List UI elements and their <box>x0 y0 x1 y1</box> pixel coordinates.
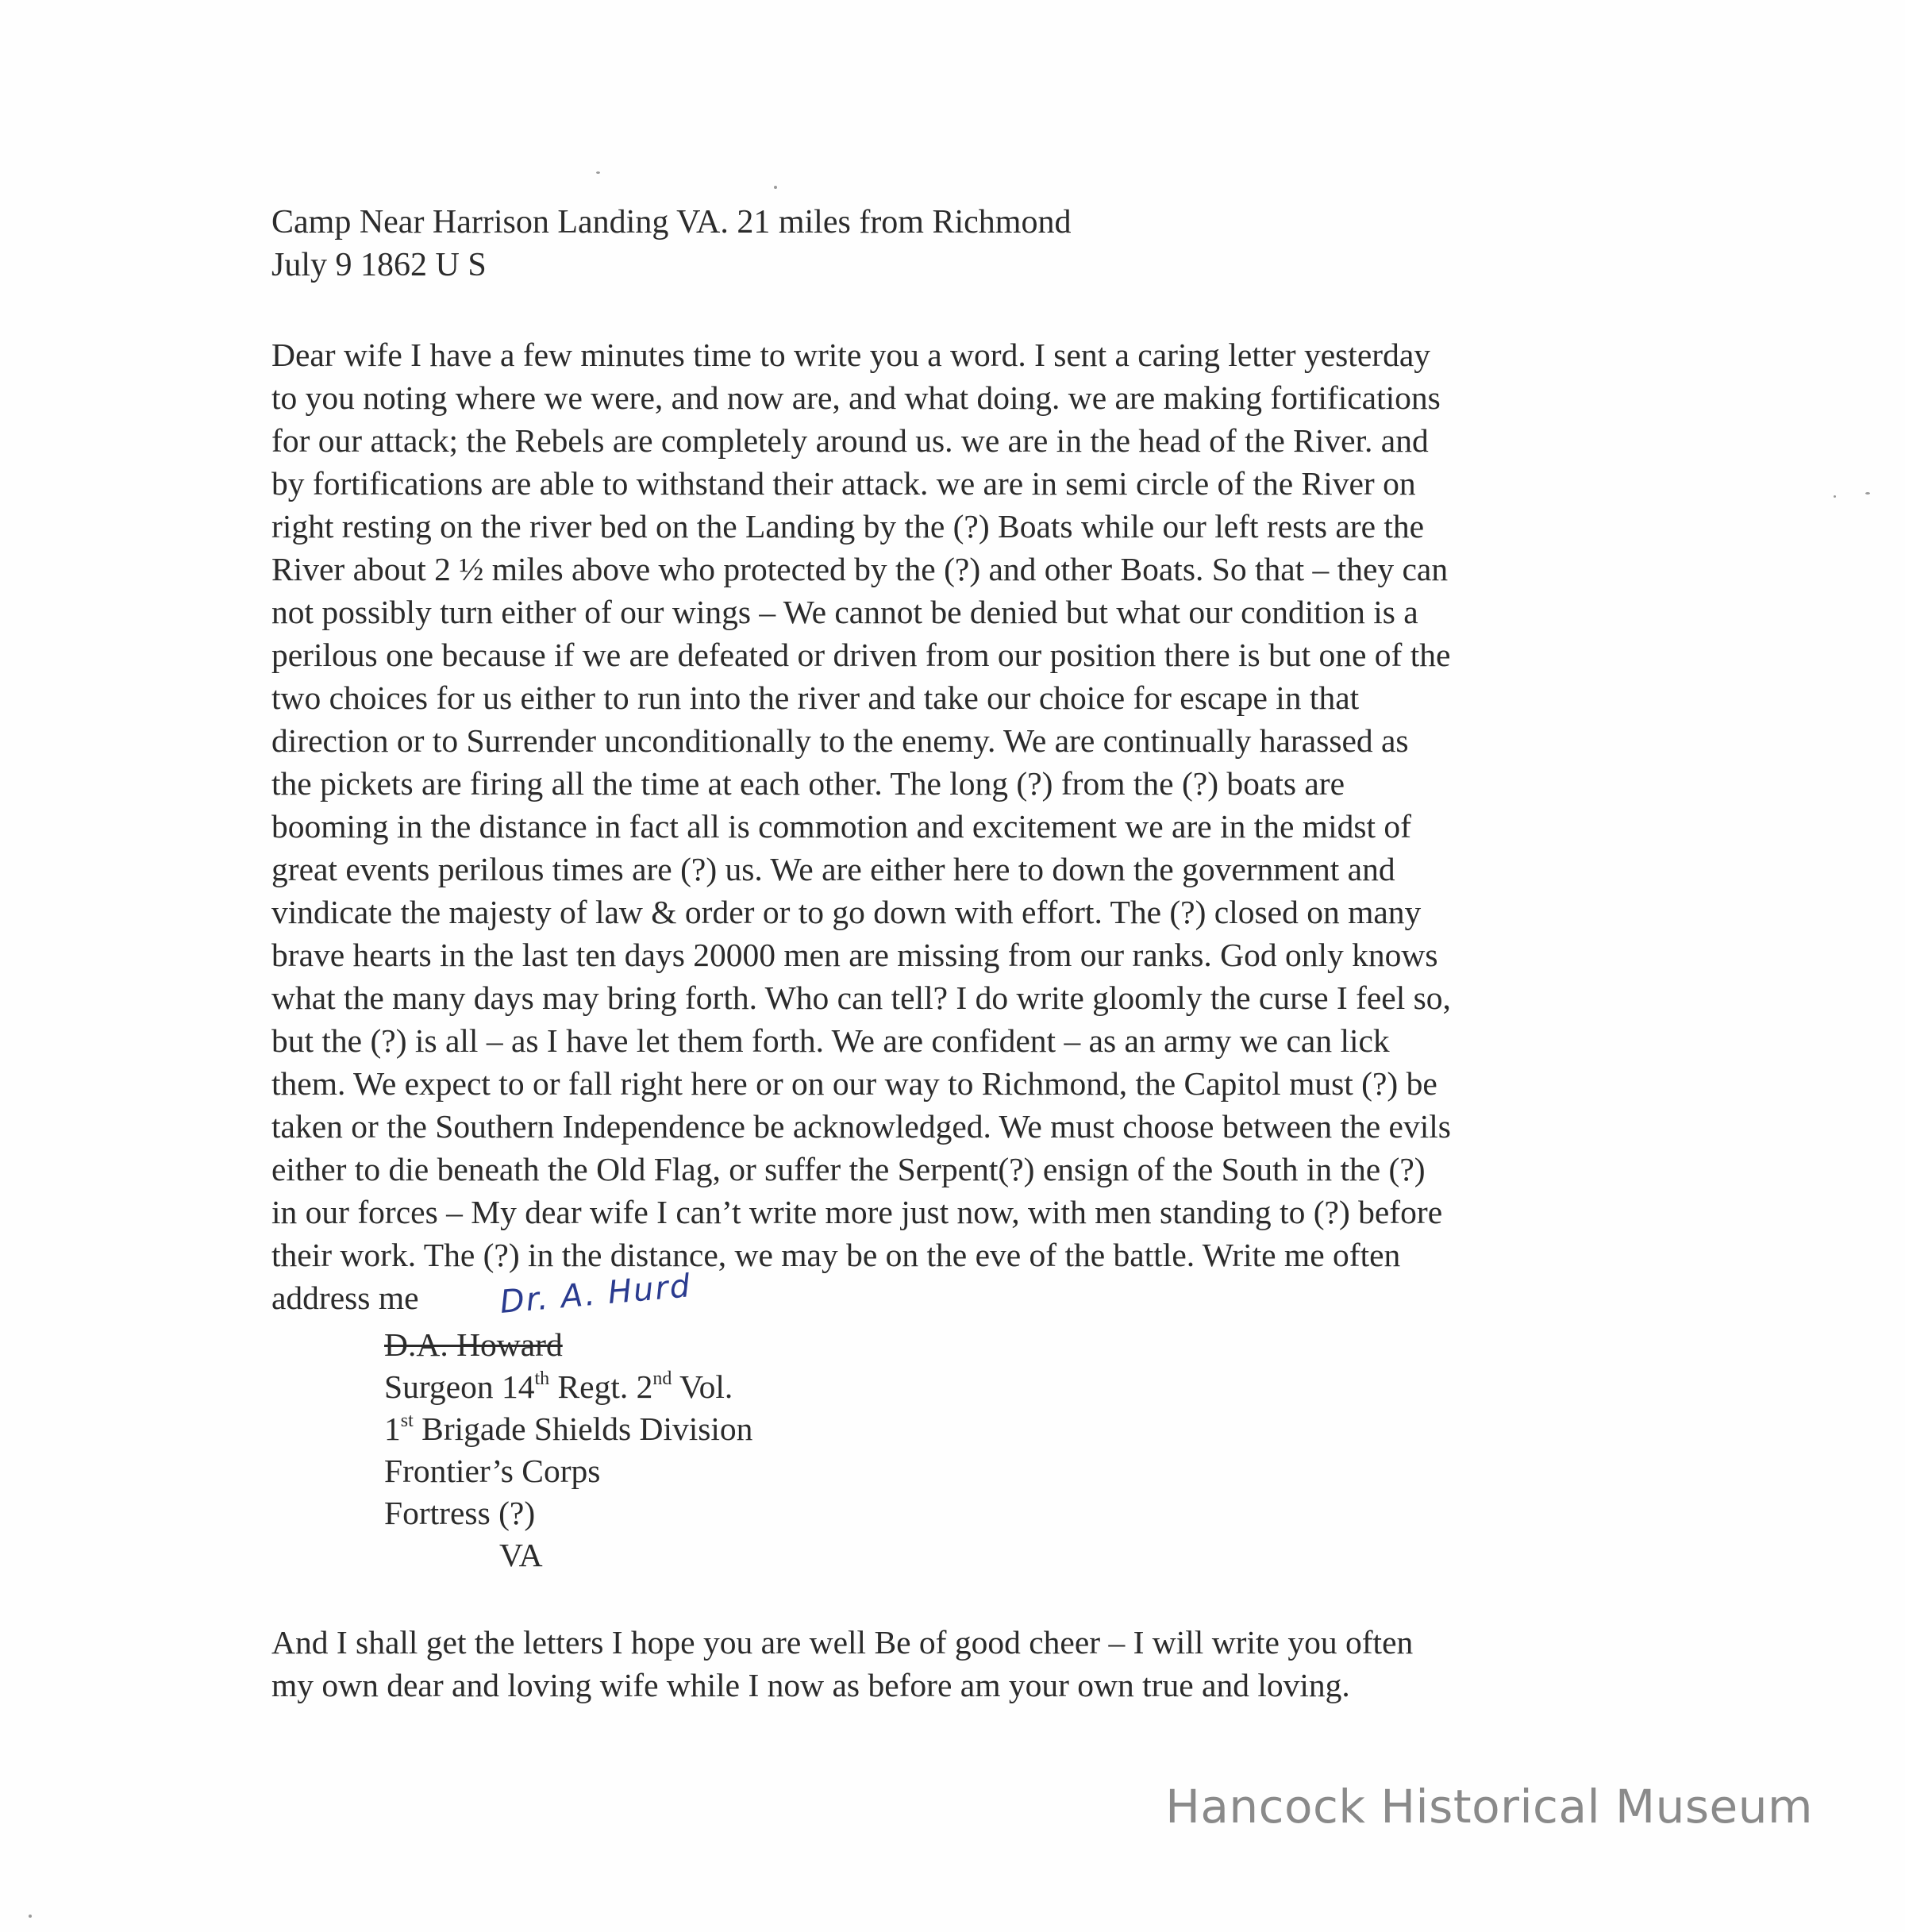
body-line: in our forces – My dear wife I can’t write more just now, with men standing to (?) before <box>271 1194 1443 1230</box>
body-line: but the (?) is all – as I have let them forth. We are confident – as an army we can lick <box>271 1022 1390 1059</box>
ordinal-suffix: st <box>400 1411 414 1432</box>
address-block <box>384 1324 752 1576</box>
heading-date: July 9 1862 U S <box>271 247 487 283</box>
scan-speck <box>1865 492 1870 495</box>
address-text: Brigade Shields Division <box>413 1411 753 1447</box>
body-line: to you noting where we were, and now are, and what doing. we are making fortifications <box>271 379 1441 416</box>
body-line: vindicate the majesty of law & order or to go down with effort. The (?) closed on many <box>271 894 1422 930</box>
address-line-state: VA <box>499 1537 543 1573</box>
body-line: either to die beneath the Old Flag, or suffer the Serpent(?) ensign of the South in the (?) <box>271 1151 1426 1187</box>
body-line: brave hearts in the last ten days 20000 men are missing from our ranks. God only knows <box>271 937 1438 973</box>
letter-closing <box>271 1621 1413 1707</box>
scan-speck <box>596 171 600 174</box>
scan-speck <box>774 186 777 189</box>
body-line: great events perilous times are (?) us. We are either here to down the government and <box>271 851 1395 887</box>
letter-heading <box>271 201 1071 287</box>
body-line: right resting on the river bed on the Landing by the (?) Boats while our left rests are the <box>271 508 1425 545</box>
closing-line: And I shall get the letters I hope you are well Be of good cheer – I will write you often <box>271 1624 1414 1661</box>
handwritten-correction: Dr. A. Hurd <box>498 1268 693 1321</box>
address-line-fortress: Fortress (?) <box>384 1495 536 1531</box>
body-line: two choices for us either to run into the river and take our choice for escape in that <box>271 679 1360 716</box>
body-line: what the many days may bring forth. Who can tell? I do write gloomly the curse I feel so, <box>271 979 1451 1016</box>
address-text: 1 <box>384 1411 401 1447</box>
closing-line: my own dear and loving wife while I now as before am your own true and loving. <box>271 1667 1350 1703</box>
address-line-brigade <box>384 1408 752 1450</box>
body-line: for our attack; the Rebels are completely around us. we are in the head of the River. and <box>271 422 1429 459</box>
body-line: by fortifications are able to withstand their attack. we are in semi circle of the River on <box>271 465 1416 502</box>
body-line: perilous one because if we are defeated or driven from our position there is but one of the <box>271 637 1451 673</box>
ordinal-suffix: nd <box>652 1368 672 1390</box>
scan-speck <box>1834 495 1836 498</box>
body-line: Dear wife I have a few minutes time to write you a word. I sent a caring letter yesterday <box>271 337 1430 373</box>
ordinal-suffix: th <box>534 1368 550 1390</box>
body-line: not possibly turn either of our wings – We cannot be denied but what our condition is a <box>271 594 1418 630</box>
body-line: their work. The (?) in the distance, we may be on the eve of the battle. Write me often <box>271 1237 1401 1273</box>
address-text: Vol. <box>672 1368 733 1405</box>
body-line: the pickets are firing all the time at each other. The long (?) from the (?) boats are <box>271 765 1345 802</box>
address-line-rank <box>384 1366 752 1408</box>
museum-watermark: Hancock Historical Museum <box>1165 1780 1813 1834</box>
body-line: booming in the distance in fact all is commotion and excitement we are in the midst of <box>271 808 1411 845</box>
address-text: Regt. 2 <box>549 1368 653 1405</box>
body-line: taken or the Southern Independence be acknowledged. We must choose between the evils <box>271 1108 1451 1145</box>
heading-place: Camp Near Harrison Landing VA. 21 miles from Richmond <box>271 204 1072 241</box>
address-line-corps: Frontier’s Corps <box>384 1453 601 1489</box>
scan-speck <box>29 1915 32 1918</box>
body-line: River about 2 ½ miles above who protected by the (?) and other Boats. So that – they can <box>271 551 1449 587</box>
struck-name: D.A. Howard <box>384 1326 563 1363</box>
address-text: Surgeon 14 <box>384 1368 535 1405</box>
body-line: address me <box>271 1280 419 1316</box>
body-line: them. We expect to or fall right here or on our way to Richmond, the Capitol must (?) be <box>271 1065 1437 1102</box>
body-line: direction or to Surrender unconditionally to the enemy. We are continually harassed as <box>271 722 1409 759</box>
letter-body <box>271 333 1621 1319</box>
